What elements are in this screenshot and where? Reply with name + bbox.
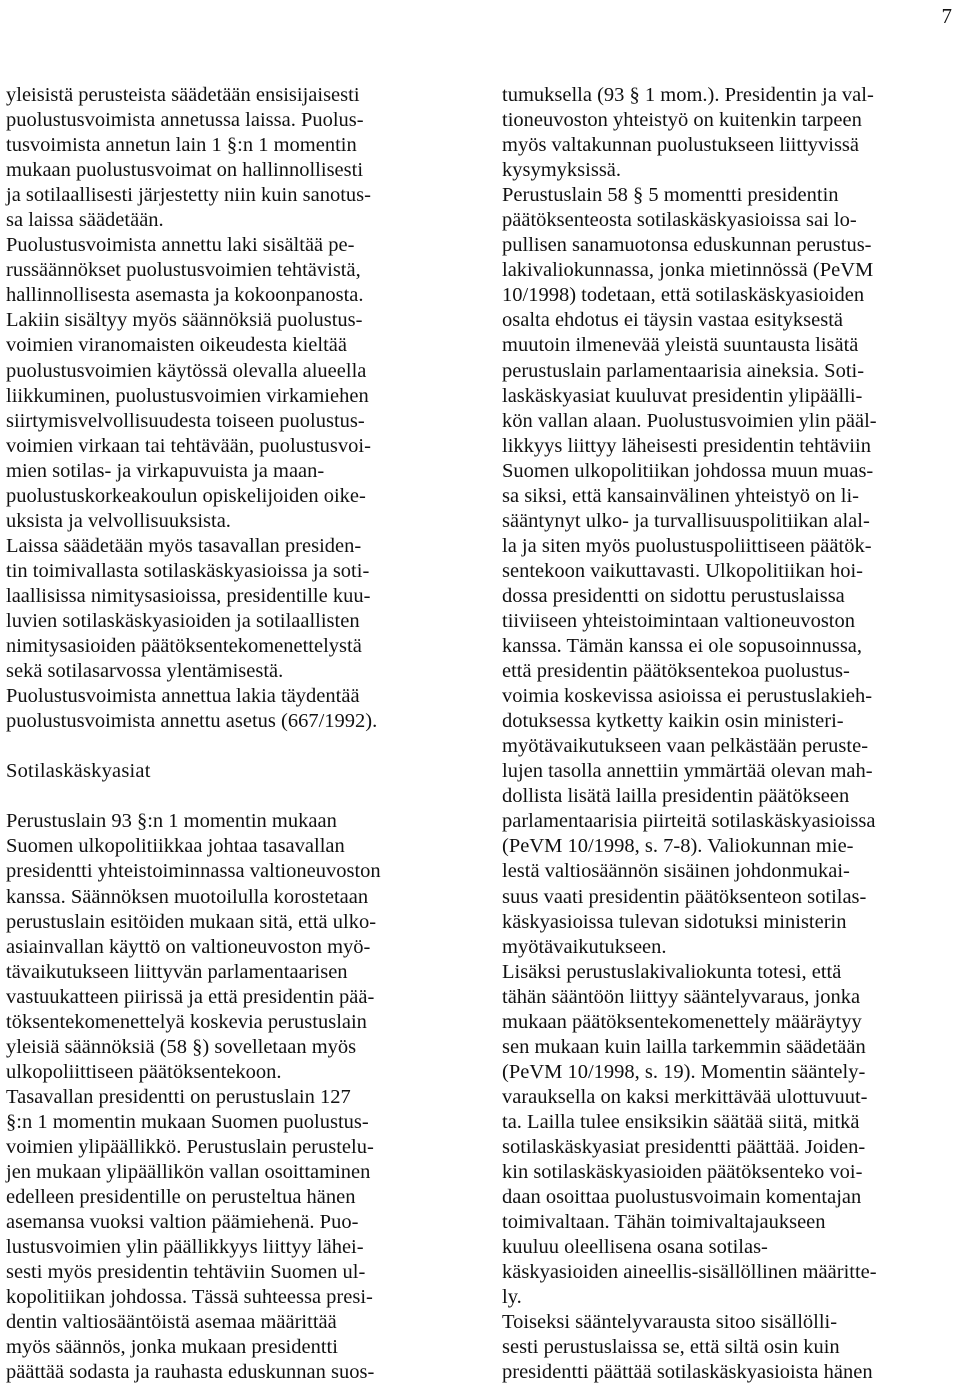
text-line: siirtymisvelvollisuudesta toiseen puolustus- [6,409,365,432]
text-line: kuuluu oleellisena osana sotilas- [502,1236,768,1259]
text-line: puolustuskorkeakoulun opiskelijoiden oike- [6,484,366,507]
text-line: presidentti päättää sotilaskäskyasioista hänen [502,1361,873,1384]
text-line: vastuukatteen piirissä ja että presidentin pää- [6,985,375,1008]
text-line: §:n 1 momentin mukaan Suomen puolustus- [6,1110,369,1133]
text-line: käskyasioiden aineellis-sisällöllinen määritte- [502,1261,877,1284]
text-line: edelleen presidentille on perusteltua hänen [6,1186,356,1209]
text-line: sentekoon vaikuttavasti. Ulkopolitiikan hoi- [502,559,863,582]
text-line: kysymyksissä. [502,159,622,182]
text-line: (PeVM 10/1998, s. 7-8). Valiokunnan mie- [502,835,854,858]
text-line: sesti perustuslaissa se, että siltä osin kuin [502,1336,840,1359]
right-column [502,83,956,1385]
text-line: (PeVM 10/1998, s. 19). Momentin sääntely- [502,1060,866,1083]
text-line: ulkopoliittiseen päätöksentekoon. [6,1060,282,1083]
text-line: kanssa. Tämän kanssa ei ole sopusoinnussa, [502,635,863,658]
text-line: kin sotilaskäskyasioiden päätöksenteko voi- [502,1161,863,1184]
text-line: sa laissa säädetään. [6,209,164,232]
text-line: pullisen sanamuotonsa eduskunnan perustus- [502,234,872,257]
text-line: sen mukaan kuin lailla tarkemmin säädetään [502,1035,866,1058]
section-heading: Sotilaskäskyasiat [6,760,151,783]
text-line: Puolustusvoimista annettua lakia täydentää [6,685,360,708]
text-line: Perustuslain 58 § 5 momentti presidentin [502,184,839,207]
text-line: että presidentin päätöksentekoa puolustus- [502,660,850,683]
text-line: hallinnollisesta asemasta ja kokoonpanosta. [6,284,364,307]
text-line: liikkuminen, puolustusvoimien virkamiehen [6,384,369,407]
text-line: laallisissa nimitysasioissa, presidentille kuu- [6,584,371,607]
text-line: voimien ylipäällikkö. Perustuslain perustelu- [6,1135,374,1158]
text-line: töksentekomenettelyä koskevia perustuslain [6,1010,367,1033]
text-line: dotuksessa kytketty kaikin osin ministeri- [502,710,844,733]
text-line: kanssa. Säännöksen muotoilulla korostetaan [6,885,369,908]
left-column [6,83,466,1385]
text-line: Suomen ulkopolitiikkaa johtaa tasavallan [6,835,345,858]
text-line: myötävaikutukseen vaan pelkästään peruste- [502,735,869,758]
text-line: mien sotilas- ja virkapuvuista ja maan- [6,459,325,482]
text-line: puolustusvoimista annettu asetus (667/1992). [6,710,378,733]
text-line: tähän sääntöön liittyy sääntelyvaraus, jonka [502,985,861,1008]
text-line: sääntynyt ulko- ja turvallisuuspolitiikan alal- [502,509,870,532]
text-line: kön vallan alaan. Puolustusvoimien ylin pääl- [502,409,877,432]
text-line: lakivaliokunnassa, jonka mietinnössä (PeVM [502,259,874,282]
text-line: likkyys liittyy läheisesti presidentin tehtäviin [502,434,871,457]
text-line: nimitysasioiden päätöksentekomenettelystä [6,635,362,658]
text-line: la ja siten myös puolustuspoliittiseen päätök- [502,534,872,557]
page-number: 7 [941,4,952,28]
text-line: tin toimivallasta sotilaskäskyasioissa ja soti- [6,559,370,582]
text-line: mukaan päätöksentekomenettely määräytyy [502,1010,862,1033]
text-line: dentin valtiosääntöistä asemaa määrittää [6,1311,337,1334]
text-line: Suomen ulkopolitiikan johdossa muun muas- [502,459,874,482]
text-line: käskyasioissa tulevan sidotuksi ministerin [502,910,847,933]
text-line: sekä sotilasarvossa ylentämisestä. [6,660,284,683]
blank-line [6,734,466,759]
text-line: ja sotilaallisesti järjestetty niin kuin sanotus- [6,184,371,207]
text-line: presidentti yhteistoiminnassa valtioneuvoston [6,860,381,883]
text-line: daan osoittaa puolustusvoimain komentajan [502,1186,862,1209]
text-line: dollista lisätä lailla presidentin päätökseen [502,785,850,808]
text-line: tumuksella (93 § 1 mom.). Presidentin ja val- [502,84,874,106]
text-line: asemansa vuoksi valtion päämiehenä. Puo- [6,1211,359,1234]
text-line: voimia koskevissa asioissa ei perustuslakieh- [502,685,873,708]
text-line: voimien viranomaisten oikeudesta kieltää [6,334,347,357]
text-line: tusvoimista annetun lain 1 §:n 1 momentin [6,134,357,157]
text-line: 10/1998) todetaan, että sotilaskäskyasioiden [502,284,865,307]
blank-line [6,784,466,809]
text-line: perustuslain esitöiden mukaan sitä, että ulko- [6,910,377,933]
text-line: Lakiin sisältyy myös säännöksiä puolustus- [6,309,363,332]
text-line: toimivaltaan. Tähän toimivaltajaukseen [502,1211,826,1234]
text-line: perustuslain parlamentaarisia aineksia. Soti- [502,359,865,382]
text-line: sa siksi, että kansainvälinen yhteistyö on li- [502,484,859,507]
text-line: Lisäksi perustuslakivaliokunta totesi, että [502,960,842,983]
text-line: jen mukaan ylipäällikön vallan osoittaminen [6,1161,371,1184]
text-line: mukaan puolustusvoimat on hallinnollisesti [6,159,364,182]
text-line: suus vaati presidentin päätöksenteon sotilas- [502,885,867,908]
text-line: tävaikutukseen liittyvän parlamentaarisen [6,960,348,983]
text-line: lustusvoimien ylin päällikkyys liittyy lähei- [6,1236,364,1259]
text-line: myötävaikutukseen. [502,935,667,958]
text-line: lestä valtiosäännön sisäinen johdonmukai- [502,860,850,883]
text-line: ta. Lailla tulee ensiksikin säätää siitä, mitkä [502,1110,860,1133]
text-line: Tasavallan presidentti on perustuslain 127 [6,1085,351,1108]
text-line: parlamentaarisia piirteitä sotilaskäskyasioissa [502,810,876,833]
text-line: Toiseksi sääntelyvarausta sitoo sisällölli- [502,1311,838,1334]
text-line: myös valtakunnan puolustukseen liittyvissä [502,134,860,157]
text-line: uksista ja velvollisuuksista. [6,509,231,532]
text-line: Puolustusvoimista annettu laki sisältää pe- [6,234,355,257]
text-line: russäännökset puolustusvoimien tehtävistä, [6,259,361,282]
text-line: tioneuvoston yhteistyö on kuitenkin tarpeen [502,109,862,132]
text-line: varauksella on kaksi merkittävää ulottuvuut- [502,1085,868,1108]
text-line: kopolitiikan johdossa. Tässä suhteessa presi- [6,1286,373,1309]
text-line: Perustuslain 93 §:n 1 momentin mukaan [6,810,337,833]
text-line: yleisiä säännöksiä (58 §) sovelletaan myös [6,1035,357,1058]
text-line: sesti myös presidentin tehtäviin Suomen ul- [6,1261,366,1284]
text-line: tiiviiseen yhteistoimintaan valtioneuvoston [502,609,856,632]
text-line: puolustusvoimista annetussa laissa. Puolus- [6,109,364,132]
text-line: luvien sotilaskäskyasioiden ja sotilaallisten [6,609,360,632]
text-line: sotilaskäskyasiat presidentti päättää. Joiden- [502,1135,866,1158]
text-line: myös säännös, jonka mukaan presidentti [6,1336,338,1359]
text-line: osalta ehdotus ei täysin vastaa esityksestä [502,309,844,332]
text-line: yleisistä perusteista säädetään ensisijaisesti [6,84,360,106]
text-line: päätöksenteosta sotilaskäskyasioissa sai lo- [502,209,857,232]
text-line: dossa presidentti on sidottu perustuslaissa [502,584,845,607]
text-line: päättää sodasta ja rauhasta eduskunnan suos- [6,1361,375,1384]
text-line: laskäskyasiat kuuluvat presidentin ylipäälli- [502,384,863,407]
text-line: puolustusvoimien käytössä olevalla alueella [6,359,367,382]
text-line: ly. [502,1286,522,1309]
text-line: Laissa säädetään myös tasavallan presiden- [6,534,362,557]
text-line: muutoin ilmenevää yleistä suuntausta lisätä [502,334,859,357]
text-line: asiainvallan käyttö on valtioneuvoston myö- [6,935,371,958]
text-line: voimien virkaan tai tehtävään, puolustusvoi- [6,434,371,457]
text-line: lujen tasolla annettiin ymmärtää olevan mah- [502,760,873,783]
